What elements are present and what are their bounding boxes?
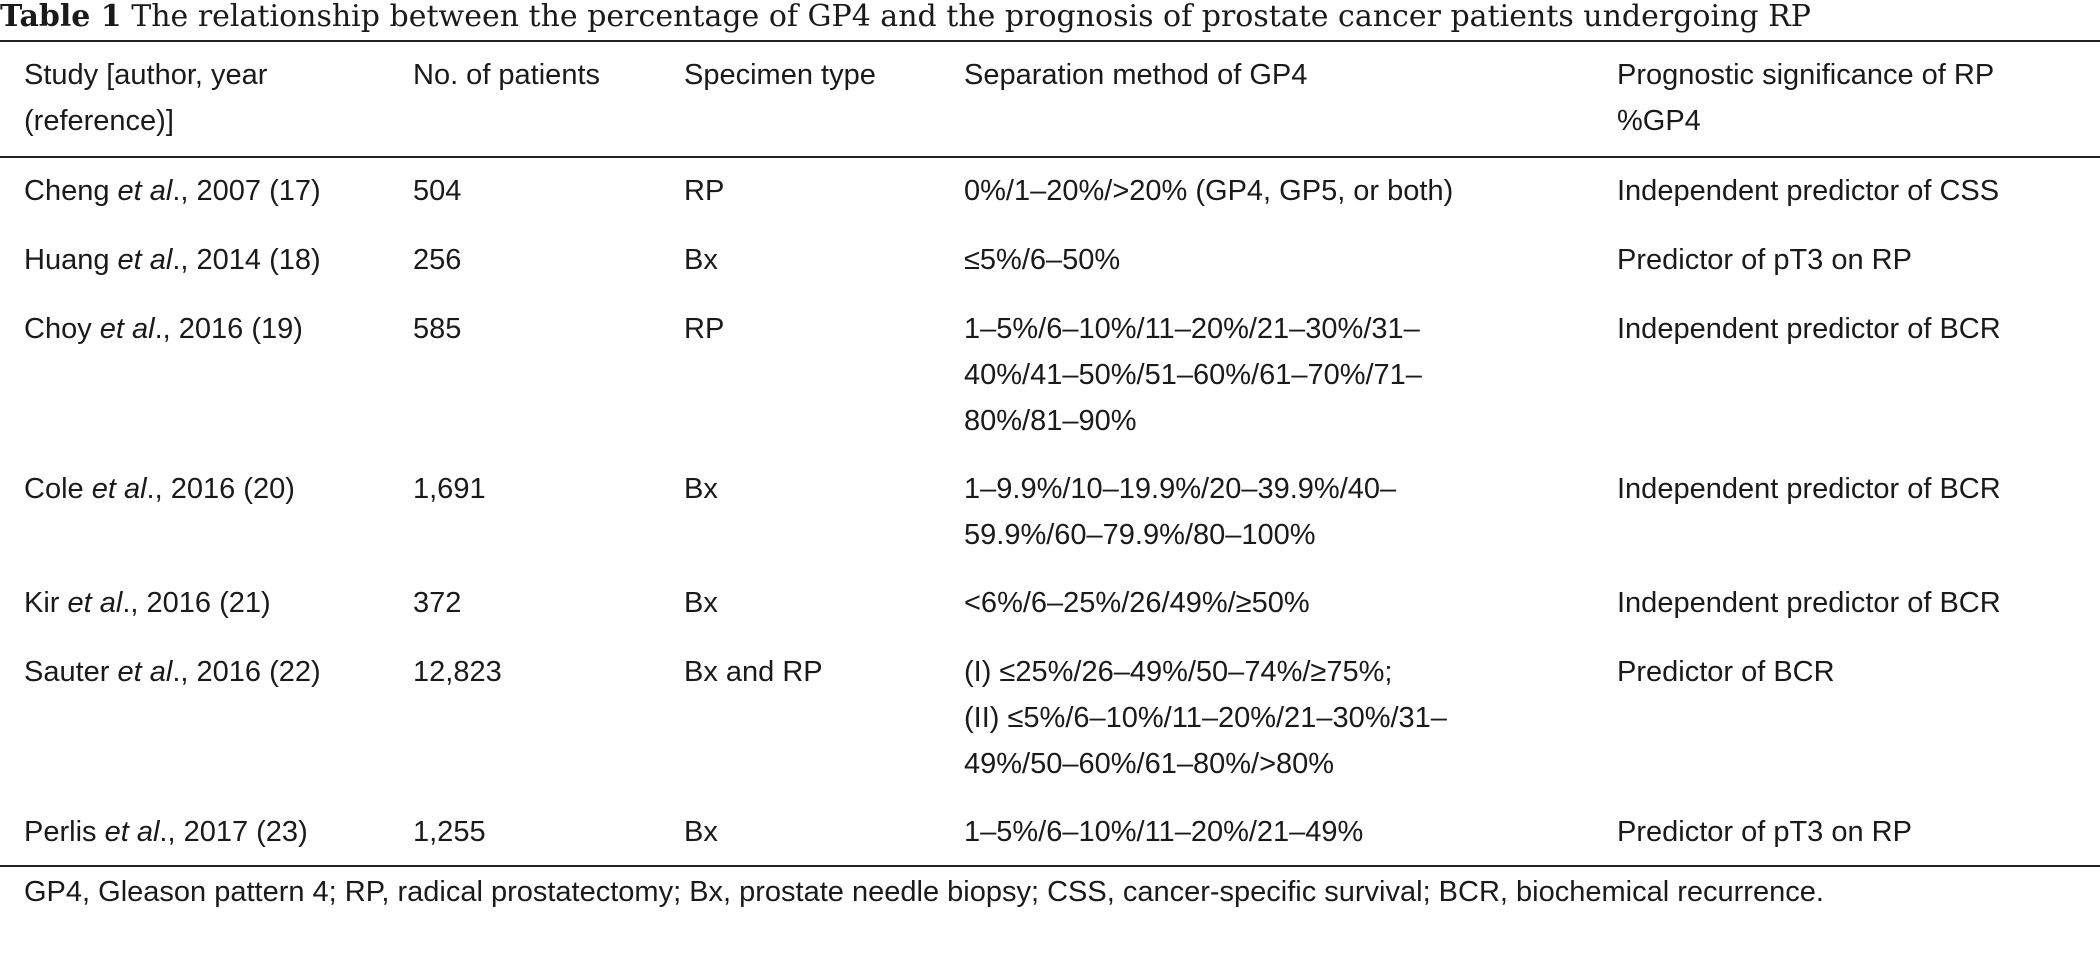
top-rule [0,40,2100,42]
cell-study [24,306,303,352]
method-line: 49%/50–60%/61–80%/>80% [964,748,1335,780]
method-line: (I) ≤25%/26–49%/50–74%/≥75%; [964,656,1393,688]
cell-study [24,809,308,855]
study-year-ref: ., 2014 (18) [172,244,321,276]
header-patients [413,52,600,98]
method-line: 1–9.9%/10–19.9%/20–39.9%/40– [964,473,1397,505]
study-etal: et al [104,816,160,848]
cell-patients: 1,255 [413,816,486,848]
cell-study [24,237,321,283]
cell-specimen: Bx [684,244,718,276]
study-etal: et al [117,244,173,276]
cell-specimen: Bx and RP [684,656,823,688]
header-line: %GP4 [1617,105,1701,137]
study-etal: et al [67,587,123,619]
cell-patients: 585 [413,313,462,345]
cell-significance: Independent predictor of BCR [1617,587,2001,619]
table-caption [0,0,2100,38]
cell-method [964,306,1422,444]
study-etal: et al [117,175,173,207]
study-year-ref: ., 2016 (19) [154,313,303,345]
header-significance [1617,52,1994,144]
cell-specimen: RP [684,313,725,345]
cell-patients: 1,691 [413,473,486,505]
study-etal: et al [91,473,147,505]
study-author: Cole [24,473,84,505]
study-year-ref: ., 2017 (23) [159,816,308,848]
cell-significance: Independent predictor of BCR [1617,313,2001,345]
cell-patients: 12,823 [413,656,502,688]
method-line: (II) ≤5%/6–10%/11–20%/21–30%/31– [964,702,1447,734]
method-line: <6%/6–25%/26/49%/≥50% [964,587,1310,619]
cell-significance: Independent predictor of BCR [1617,473,2001,505]
header-line: Prognostic significance of RP [1617,59,1995,91]
cell-significance: Independent predictor of CSS [1617,175,2000,207]
study-year-ref: ., 2016 (22) [172,656,321,688]
cell-method [964,466,1396,558]
header-line: No. of patients [413,59,600,91]
cell-specimen: Bx [684,816,718,848]
study-etal: et al [99,313,155,345]
header-line: (reference)] [24,105,174,137]
study-year-ref: ., 2016 (20) [146,473,295,505]
method-line: 0%/1–20%/>20% (GP4, GP5, or both) [964,175,1454,207]
cell-study [24,466,295,512]
cell-specimen: RP [684,175,725,207]
cell-significance: Predictor of pT3 on RP [1617,816,1912,848]
header-method [964,52,1307,98]
method-line: ≤5%/6–50% [964,244,1121,276]
header-line: Study [author, year [24,59,268,91]
header-specimen [684,52,876,98]
header-line: Specimen type [684,59,876,91]
method-line: 1–5%/6–10%/11–20%/21–49% [964,816,1364,848]
cell-method [964,168,1453,214]
study-author: Cheng [24,175,110,207]
cell-patients: 504 [413,175,462,207]
cell-method [964,649,1447,787]
method-line: 59.9%/60–79.9%/80–100% [964,519,1316,551]
header-study [24,52,267,144]
study-author: Huang [24,244,110,276]
cell-study [24,580,271,626]
study-author: Perlis [24,816,97,848]
table-title: The relationship between the percentage of GP4 and the prognosis of prostate cancer patients undergoing RP [131,0,1811,34]
header-line: Separation method of GP4 [964,59,1308,91]
cell-specimen: Bx [684,473,718,505]
cell-study [24,649,321,695]
cell-study [24,168,321,214]
table-label: Table 1 [0,0,122,34]
study-author: Sauter [24,656,110,688]
cell-patients: 256 [413,244,462,276]
study-author: Choy [24,313,92,345]
study-etal: et al [117,656,173,688]
cell-significance: Predictor of pT3 on RP [1617,244,1912,276]
method-line: 40%/41–50%/51–60%/61–70%/71– [964,359,1422,391]
cell-method [964,809,1363,855]
method-line: 1–5%/6–10%/11–20%/21–30%/31– [964,313,1420,345]
table-footnote: GP4, Gleason pattern 4; RP, radical prostatectomy; Bx, prostate needle biopsy; CSS, cancer-specific survival; BCR, biochemical recurrence. [24,876,1824,908]
study-year-ref: ., 2007 (17) [172,175,321,207]
method-line: 80%/81–90% [964,405,1137,437]
bottom-rule [0,865,2100,867]
cell-method [964,237,1120,283]
cell-significance: Predictor of BCR [1617,656,1835,688]
study-author: Kir [24,587,60,619]
header-rule [0,156,2100,158]
cell-specimen: Bx [684,587,718,619]
study-year-ref: ., 2016 (21) [122,587,271,619]
cell-method [964,580,1310,626]
cell-patients: 372 [413,587,462,619]
